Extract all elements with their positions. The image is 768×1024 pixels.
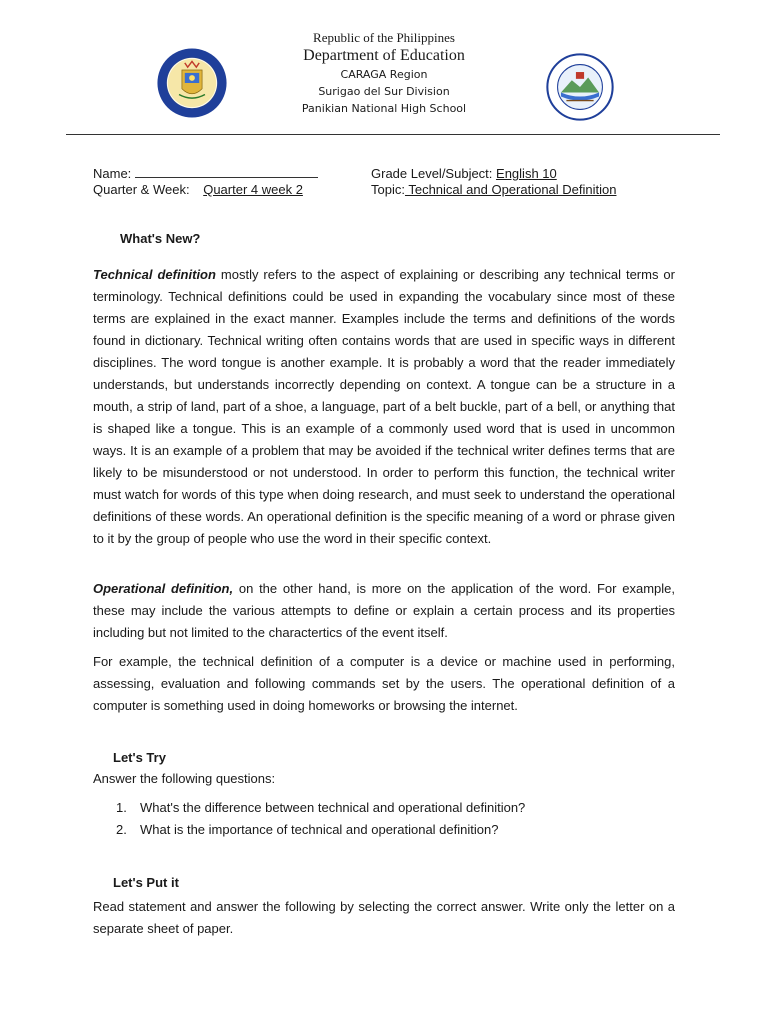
- operational-definition-text: on the other hand, is more on the application of the word. For example, these may include the various attempts to define or explain a certain process and its properties including but not limited to the charactertics of the event itself.: [93, 581, 675, 640]
- name-label: Name:: [93, 166, 132, 181]
- question-item: 2. What is the importance of technical and operational definition?: [116, 822, 499, 837]
- header-divider: [66, 134, 720, 135]
- quarter-value: Quarter 4 week 2: [203, 182, 303, 197]
- technical-definition-text: mostly refers to the aspect of explaining or describing any technical terms or terminology. Technical definitions could be used in expanding the vocabulary since most of these terms are explained in the exact manner. Examples include the terms and definitions of the words found in dictionary. Technical writing often contains words that are used in specific ways in different disciplines. The word tongue is another example. It is probably a word that the reader immediately understands, but understands incorrectly depending on context. A tongue can be a structure in a mouth, a strip of land, part of a shoe, a language, part of a belt buckle, part of a bell, or anything that is shaped like a tongue. This is an example of a commonly used word that is used in uncommon ways. It is an example of a problem that may be avoided if the technical writer defines terms that are likely to be misunderstood or not understood. In order to perform this function, the technical writer must watch for words of this type when doing research, and must seek to understand the operational definitions of these words. An operational definition is the specific meaning of a word or phrase given to it by the group of people who use the word in their specific context.: [93, 267, 675, 546]
- topic-line: [371, 182, 616, 198]
- question-text: What's the difference between technical and operational definition?: [140, 800, 526, 815]
- technical-definition-term: Technical definition: [93, 267, 216, 282]
- question-list: [116, 797, 525, 841]
- lets-try-instruction: Answer the following questions:: [93, 771, 276, 786]
- region-line: CARAGA Region: [340, 68, 428, 81]
- topic-label: Topic:: [371, 182, 405, 197]
- operational-definition-term: Operational definition,: [93, 581, 234, 596]
- department-line: Department of Education: [303, 47, 465, 64]
- name-blank[interactable]: [135, 166, 318, 178]
- lets-put-it-instruction: Read statement and answer the following by selecting the correct answer. Write only the letter on a separate sheet of paper.: [93, 899, 675, 936]
- republic-line: Republic of the Philippines: [313, 30, 455, 45]
- school-seal-logo: [546, 53, 614, 121]
- letterhead: [0, 30, 768, 117]
- question-item: 1. What's the difference between technical and operational definition?: [116, 800, 526, 815]
- computer-example-paragraph: For example, the technical definition of a computer is a device or machine used in performing, assessing, evaluation and following commands set by the users. The operational definition of a computer is something used in doing homeworks or browsing the internet.: [93, 654, 675, 713]
- operational-definition-paragraph: [93, 578, 675, 644]
- quarter-week-line: [93, 182, 303, 198]
- quarter-label: Quarter & Week:: [93, 182, 190, 197]
- topic-value: Technical and Operational Definition: [404, 182, 617, 197]
- deped-seal-logo: [156, 47, 228, 119]
- lets-put-it-heading: Let's Put it: [113, 875, 179, 890]
- division-line: Surigao del Sur Division: [318, 85, 450, 98]
- grade-subject-line: [371, 166, 557, 182]
- name-field[interactable]: [93, 166, 318, 182]
- whats-new-heading: What's New?: [120, 231, 201, 246]
- grade-value: English 10: [496, 166, 557, 181]
- school-line: Panikian National High School: [301, 102, 467, 115]
- question-text: What is the importance of technical and operational definition?: [140, 822, 499, 837]
- grade-label: Grade Level/Subject:: [371, 166, 493, 181]
- technical-definition-paragraph: [93, 264, 675, 550]
- lets-try-heading: Let's Try: [113, 750, 166, 765]
